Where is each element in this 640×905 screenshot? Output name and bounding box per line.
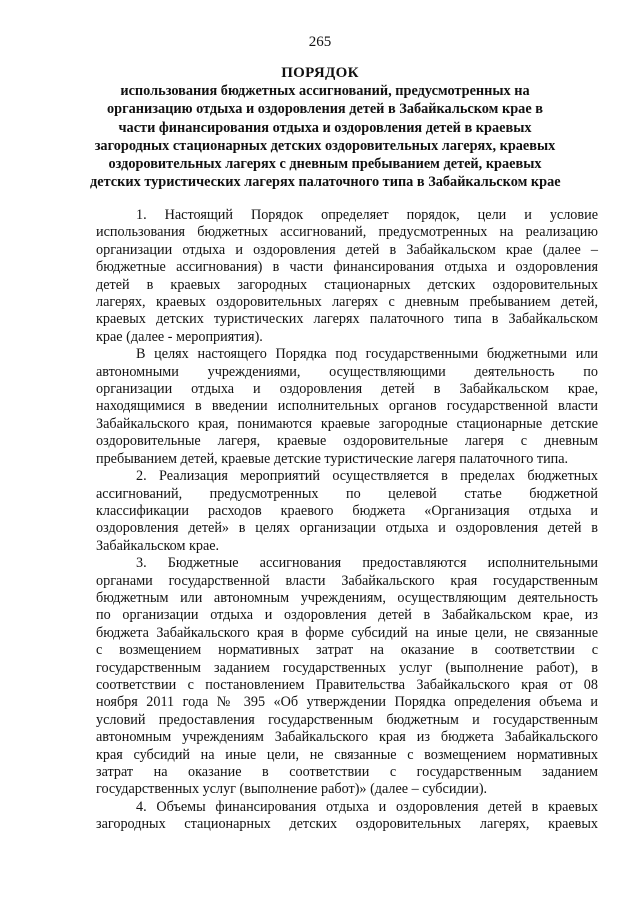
subtitle-line: организацию отдыха и оздоровления детей в Забайкальском крае в: [107, 101, 543, 118]
text-line: автономным учреждениям Забайкальского края из бюджета Забайкальского: [96, 729, 598, 746]
page-number: 265: [308, 34, 332, 50]
text-line: оздоровительные лагеря, краевые оздоровительные лагеря с дневным: [96, 433, 598, 450]
text-line: организации отдыха и оздоровления детей в Забайкальском крае,: [96, 381, 598, 398]
text-line: автономными учреждениями, осуществляющими деятельность по: [96, 363, 598, 380]
text-line: ноября 2011 года № 395 «Об утверждении Порядка определения объема и: [96, 694, 598, 711]
document-body: [96, 207, 598, 834]
text-line: по организации отдыха и оздоровления детей в Забайкальском крае, из: [96, 607, 598, 624]
document-subtitle: [90, 82, 560, 192]
text-line: оздоровления детей» в целях организации отдыха и оздоровления детей в: [96, 520, 598, 537]
text-line: затрат на оказание в соответствии с государственным заданием: [96, 764, 598, 780]
text-line: ассигнований, предусмотренных по целевой статье бюджетной: [96, 485, 598, 502]
subtitle-line: использования бюджетных ассигнований, предусмотренных на: [120, 83, 530, 99]
text-line: краевых детских туристических лагерях палаточного типа в Забайкальском: [96, 311, 598, 328]
text-line: края субсидий на иные цели, не связанные с возмещением нормативных: [96, 746, 598, 763]
text-line: Забайкальского края, понимаются краевые загородные стационарные детские: [96, 415, 598, 432]
subtitle-line: детских туристических лагерях палаточного типа в Забайкальском крае: [90, 174, 561, 191]
text-line: использования бюджетных ассигнований, предусмотренных на реализацию: [96, 224, 598, 241]
text-line: крае (далее - мероприятия).: [96, 328, 263, 345]
text-line: с возмещением нормативных затрат на оказание в соответствии с: [96, 642, 598, 659]
text-line: бюджетным или автономным учреждениям, осуществляющим деятельность: [96, 589, 598, 606]
text-line: детей в краевых загородных стационарных детских оздоровительных: [96, 276, 598, 293]
text-line: В целях настоящего Порядка под государственными бюджетными или: [136, 346, 598, 363]
text-line: соответствии с постановлением Правительства Забайкальского края от 08: [96, 676, 598, 693]
text-line: органами государственной власти Забайкальского края государственным: [96, 572, 598, 589]
paragraph-5: [96, 799, 598, 834]
text-line: лагерях, краевых оздоровительных лагерях с дневным пребыванием детей,: [96, 294, 598, 311]
paragraph-2: [96, 346, 598, 468]
subtitle-line: загородных стационарных детских оздоровительных лагерях, краевых: [94, 137, 556, 154]
subtitle-line: части финансирования отдыха и оздоровления детей в краевых: [118, 119, 532, 136]
text-line: 4. Объемы финансирования отдыха и оздоровления детей в краевых: [136, 798, 598, 815]
paragraph-1: [96, 207, 598, 346]
subtitle-line: оздоровительных лагерях с дневным пребыванием детей, краевых: [108, 156, 542, 173]
text-line: бюджетные ассигнования) в части финансирования отдыха и оздоровления: [96, 259, 598, 276]
text-line: 1. Настоящий Порядок определяет порядок, цели и условие: [136, 207, 598, 223]
text-line: государственным заданием государственных услуг (выполнение работ), в: [96, 659, 598, 676]
paragraph-3: [96, 468, 598, 555]
text-line: 2. Реализация мероприятий осуществляется в пределах бюджетных: [136, 468, 598, 485]
text-line: находящимися в введении исполнительных органов государственной власти: [96, 398, 598, 415]
text-line: организации отдыха и оздоровления детей в Забайкальском крае (далее –: [96, 241, 598, 258]
text-line: условий предоставления государственным бюджетным и государственным: [96, 711, 598, 728]
text-line: загородных стационарных детских оздоровительных лагерях, краевых: [96, 816, 598, 833]
document-title: ПОРЯДОК: [281, 65, 359, 81]
text-line: 3. Бюджетные ассигнования предоставляются исполнительными: [136, 555, 598, 572]
paragraph-4: [96, 555, 598, 799]
text-line: пребыванием детей, краевые детские туристические лагеря палаточного типа.: [96, 450, 569, 467]
text-line: классификации расходов краевого бюджета «Организация отдыха и: [96, 502, 598, 519]
text-line: бюджета Забайкальского края в форме субсидий на иные цели, не связанные: [96, 624, 598, 641]
text-line: государственных услуг (выполнение работ)» (далее – субсидии).: [96, 781, 488, 798]
text-line: Забайкальском крае.: [96, 537, 220, 554]
